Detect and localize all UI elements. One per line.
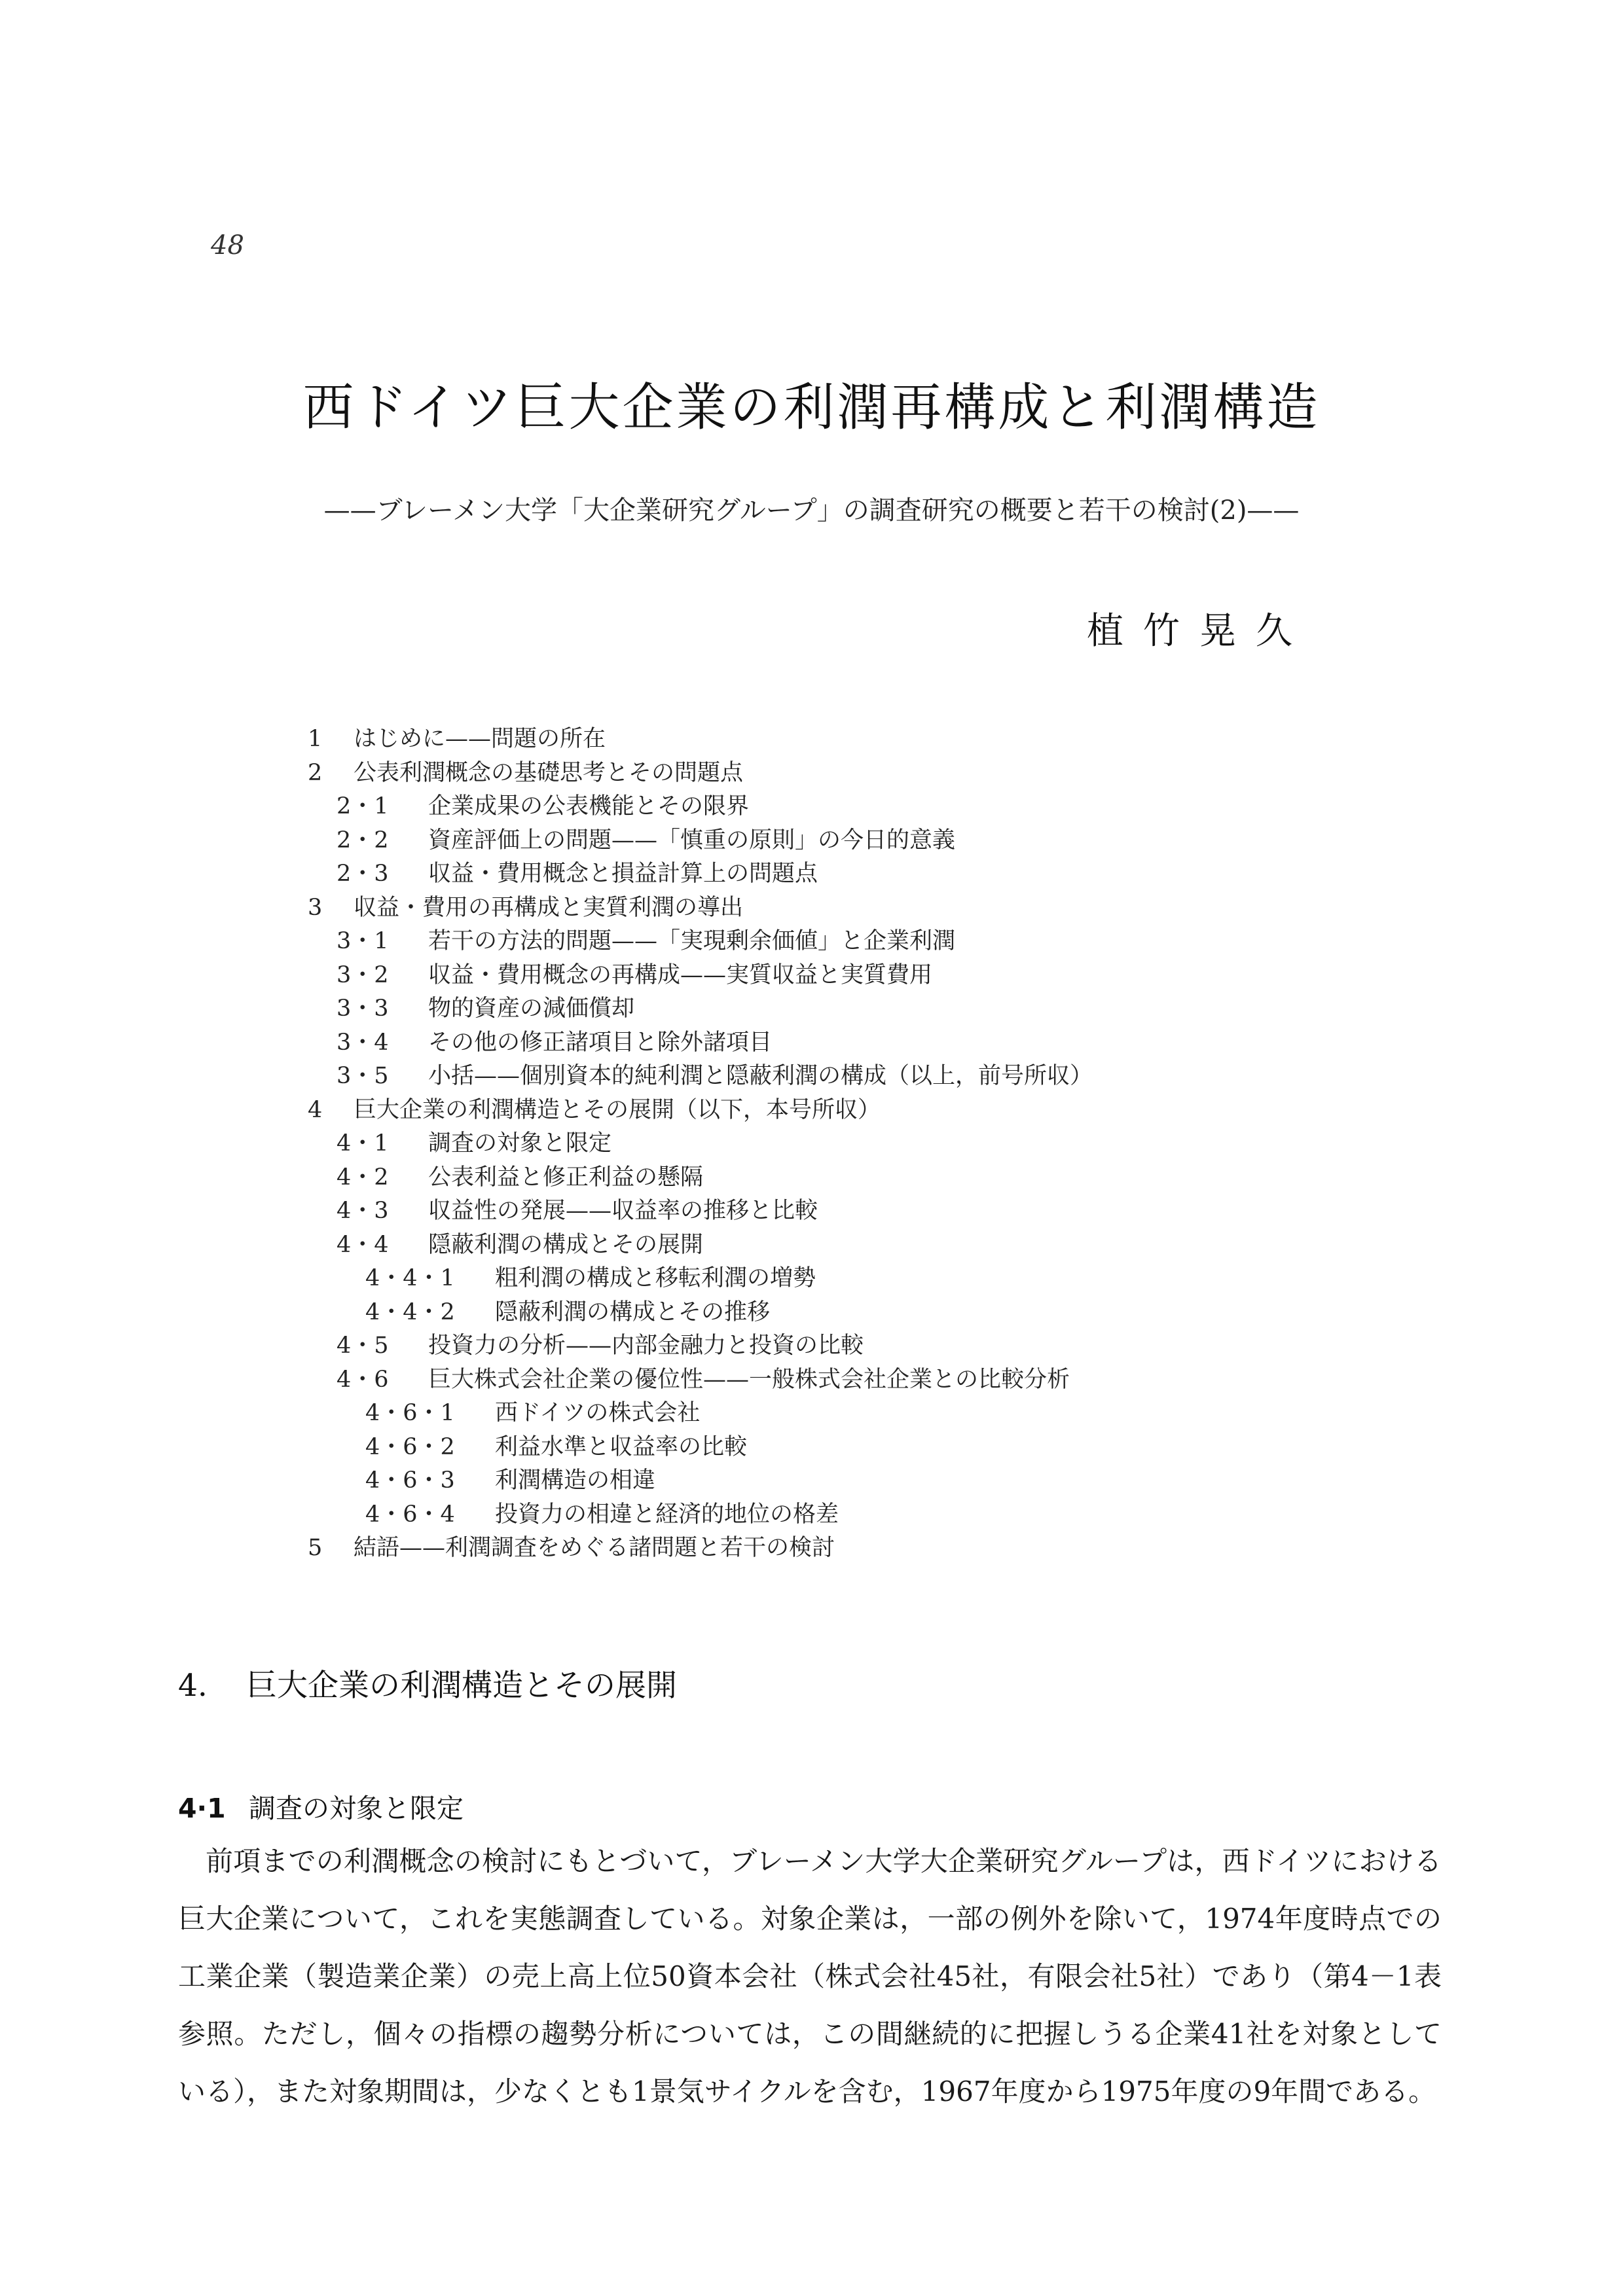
toc-entry [308,1296,1093,1330]
toc-entry-text: 粗利潤の構成と移転利潤の増勢 [495,1265,816,1291]
subsection-title: 調査の対象と限定 [249,1793,464,1824]
toc-entry [308,757,1093,791]
toc-entry [308,857,1093,891]
toc-entry-number: 3・5 [337,1063,389,1089]
table-of-contents [308,723,1093,1566]
toc-entry-number: 4・4 [337,1231,389,1258]
toc-entry-number: 3・4 [337,1029,389,1056]
toc-entry-text: 隠蔽利潤の構成とその展開 [428,1231,704,1258]
toc-entry-number: 3・3 [337,996,389,1022]
toc-entry [308,925,1093,959]
toc-entry-number: 4・2 [337,1164,389,1191]
body-text [178,1833,1442,2121]
toc-entry [308,959,1093,993]
toc-entry [308,992,1093,1026]
subsection-heading [178,1787,464,1825]
toc-entry-number: 2 [308,759,323,786]
toc-entry [308,1464,1093,1498]
toc-entry-number: 2・2 [337,827,389,853]
toc-entry-text: 結語——利潤調査をめぐる諸問題と若干の検討 [354,1535,835,1561]
toc-entry-text: 巨大株式会社企業の優位性——一般株式会社企業との比較分析 [428,1366,1070,1393]
toc-entry-number: 2・1 [337,793,389,819]
toc-entry-text: 隠蔽利潤の構成とその推移 [495,1299,771,1325]
toc-entry [308,1532,1093,1566]
paragraph: 前項までの利潤概念の検討にもとづいて，ブレーメン大学大企業研究グループは，西ドイツにおける巨大企業について，これを実態調査している。対象企業は，一部の例外を除いて，1974年度時点での工業企業（製造業企業）の売上高上位50資本会社（株式会社45社，有限会社5社）であり（第4－1表参照。ただし，個々の指標の趨勢分析については，この間継続的に把握しうる企業41社を対象としている），また対象期間は，少なくとも1景気サイクルを含む，1967年度から1975年度の9年間である。 [178,1845,1442,2108]
toc-entry [308,1498,1093,1532]
toc-entry-text: 収益・費用の再構成と実質利潤の導出 [354,894,744,921]
toc-entry-number: 3 [308,894,323,921]
toc-entry-text: はじめに——問題の所在 [354,726,606,752]
toc-entry-number: 4・3 [337,1198,389,1224]
toc-entry [308,1194,1093,1229]
toc-entry-text: 収益・費用概念の再構成——実質収益と実質費用 [428,961,933,988]
subsection-number: 4·1 [178,1793,226,1824]
toc-entry [308,1026,1093,1060]
toc-entry [308,1229,1093,1263]
section-heading [178,1661,677,1705]
toc-entry-text: 企業成果の公表機能とその限界 [428,793,750,819]
toc-entry-number: 4・6・4 [365,1501,455,1528]
toc-entry-text: 資産評価上の問題——「慎重の原則」の今日的意義 [428,827,956,853]
toc-entry [308,790,1093,824]
toc-entry-text: 収益性の発展——収益率の推移と比較 [428,1198,818,1224]
toc-entry-text: その他の修正諸項目と除外諸項目 [428,1029,773,1056]
toc-entry-number: 3・2 [337,961,389,988]
toc-entry-text: 投資力の相違と経済的地位の格差 [495,1501,839,1528]
author-name: 植竹晃久 [1087,610,1312,653]
toc-entry [308,1161,1093,1195]
article-title: 西ドイツ巨大企業の利潤再構成と利潤構造 [302,378,1321,437]
toc-entry-text: 利益水準と収益率の比較 [495,1433,748,1460]
toc-entry [308,1329,1093,1363]
toc-entry-text: 利潤構造の相違 [495,1467,656,1494]
toc-entry-number: 4 [308,1096,323,1123]
toc-entry-text: 物的資産の減価償却 [428,996,635,1022]
toc-entry-number: 4・6・3 [365,1467,455,1494]
toc-entry-text: 収益・費用概念と損益計算上の問題点 [428,861,818,887]
toc-entry-number: 1 [308,726,323,752]
toc-entry [308,1363,1093,1397]
toc-entry-text: 調査の対象と限定 [428,1130,612,1157]
toc-entry-text: 西ドイツの株式会社 [495,1400,701,1426]
toc-entry-number: 4・6・1 [365,1400,455,1426]
toc-entry-number: 4・4・1 [365,1265,455,1291]
toc-entry [308,1431,1093,1465]
toc-entry-number: 4・1 [337,1130,389,1157]
toc-entry-number: 4・5 [337,1333,389,1359]
toc-entry-text: 巨大企業の利潤構造とその展開（以下，本号所収） [354,1096,881,1123]
toc-entry [308,1127,1093,1161]
page-number: 48 [211,230,244,260]
toc-entry-text: 小括——個別資本的純利潤と隠蔽利潤の構成（以上，前号所収） [428,1063,1093,1089]
section-number: 4. [178,1668,208,1704]
toc-entry-number: 4・6・2 [365,1433,455,1460]
toc-entry [308,1094,1093,1128]
toc-entry [308,824,1093,858]
toc-entry [308,1397,1093,1431]
toc-entry-number: 4・4・2 [365,1299,455,1325]
toc-entry-text: 公表利益と修正利益の懸隔 [428,1164,704,1191]
toc-entry-text: 若干の方法的問題——「実現剰余価値」と企業利潤 [428,928,956,954]
toc-entry-text: 投資力の分析——内部金融力と投資の比較 [428,1333,864,1359]
toc-entry [308,1262,1093,1296]
article-subtitle: ——ブレーメン大学「大企業研究グループ」の調査研究の概要と若干の検討(2)—— [323,495,1300,526]
section-title: 巨大企業の利潤構造とその展開 [246,1668,677,1704]
toc-entry [308,891,1093,925]
toc-entry-text: 公表利潤概念の基礎思考とその問題点 [354,759,744,786]
toc-entry [308,723,1093,757]
toc-entry [308,1060,1093,1094]
toc-entry-number: 4・6 [337,1366,389,1393]
toc-entry-number: 5 [308,1535,323,1561]
toc-entry-number: 2・3 [337,861,389,887]
toc-entry-number: 3・1 [337,928,389,954]
